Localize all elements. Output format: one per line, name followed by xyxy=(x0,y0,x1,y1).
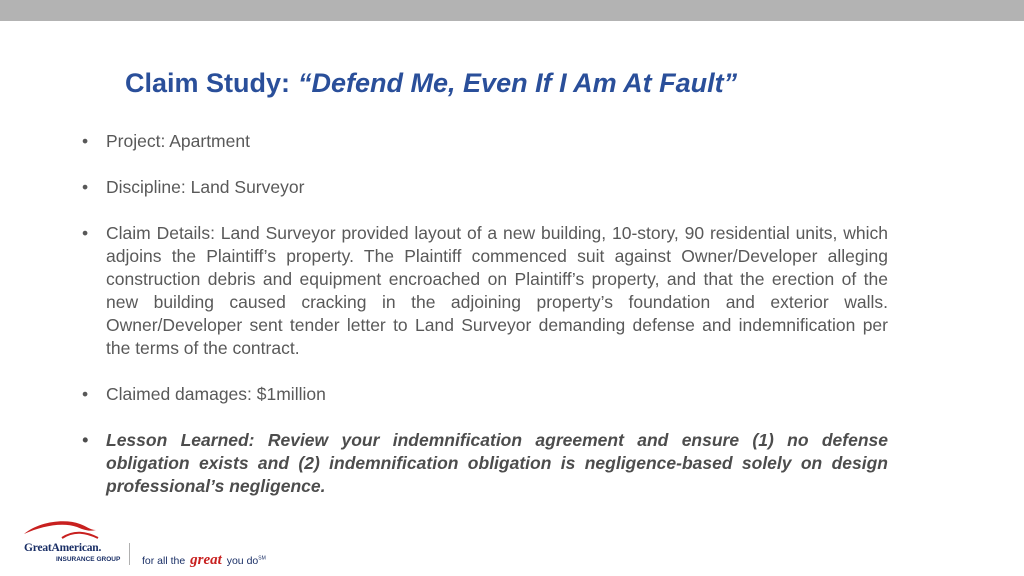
bullet-marker: • xyxy=(82,384,89,404)
service-mark: SM xyxy=(258,555,266,562)
logo-name: GreatAmerican. xyxy=(24,542,102,554)
bullet-marker: • xyxy=(82,177,89,197)
logo-subtitle: INSURANCE GROUP xyxy=(56,556,121,563)
bullet-text: Project: Apartment xyxy=(106,131,250,151)
tagline-post: you do xyxy=(226,555,259,567)
bullet-claim-details xyxy=(82,222,888,360)
tagline xyxy=(142,552,266,569)
bullet-text: Discipline: Land Surveyor xyxy=(106,177,305,197)
bullet-claimed-damages xyxy=(82,383,888,406)
bullet-list xyxy=(82,130,888,498)
title-subtitle: “Defend Me, Even If I Am At Fault” xyxy=(298,68,738,98)
footer-divider xyxy=(129,543,130,565)
bullet-discipline xyxy=(82,176,888,199)
tagline-pre: for all the xyxy=(142,555,186,567)
bullet-marker: • xyxy=(82,131,89,151)
bullet-text: Lesson Learned: Review your indemnification agreement and ensure (1) no defense obligation exists and (2) indemnification obligation is negligence-based solely on design professional’s negligence. xyxy=(106,430,888,496)
title-main: Claim Study: xyxy=(125,68,291,98)
bullet-marker: • xyxy=(82,223,89,243)
bullet-text: Claim Details: Land Surveyor provided layout of a new building, 10-story, 90 residential units, which adjoins the Plaintiff’s property. The Plaintiff commenced suit against Owner/Developer alleging construction debris and equipment encroached on Plaintiff’s property, and that the erection of the new building caused cracking in the adjoining property’s foundation and exterior walls. Owner/Developer sent tender letter to Land Surveyor demanding defense and indemnification per the terms of the contract. xyxy=(106,223,888,358)
bullet-project xyxy=(82,130,888,153)
top-bar xyxy=(0,0,1024,21)
tagline-great: great xyxy=(190,552,222,568)
bullet-lesson-learned xyxy=(82,429,888,498)
bullet-marker: • xyxy=(82,430,89,450)
bullet-text: Claimed damages: $1million xyxy=(106,384,326,404)
great-american-logo xyxy=(22,516,122,566)
slide-title xyxy=(125,68,737,99)
